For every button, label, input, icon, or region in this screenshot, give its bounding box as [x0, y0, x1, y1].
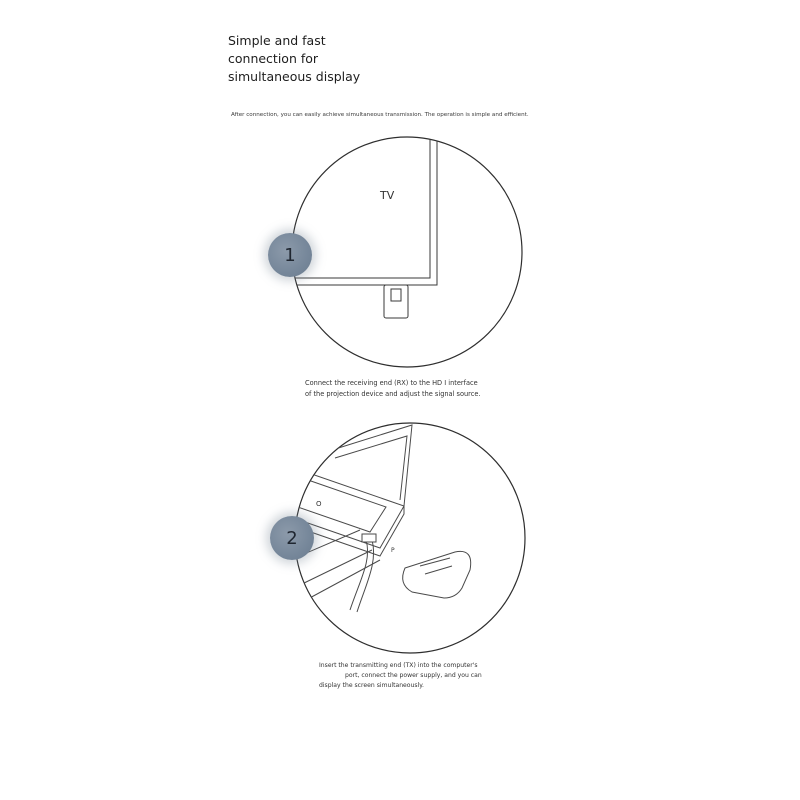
laptop-label-o: O [316, 500, 322, 508]
step-2-caption-line-3: display the screen simultaneously. [319, 682, 424, 689]
step-1-caption [305, 378, 481, 400]
tv-label: TV [380, 189, 395, 202]
subtitle: After connection, you can easily achieve simultaneous transmission. The operation is simple and efficient. [231, 112, 529, 118]
title-line-1: Simple and fast [228, 33, 326, 48]
step-1-caption-line-2: of the projection device and adjust the signal source. [305, 390, 481, 398]
step-2-caption-line-1: Insert the transmitting end (TX) into the computer's [319, 662, 478, 669]
step-1-circle [292, 137, 522, 367]
step-2-caption-line-2: port, connect the power supply, and you can [345, 672, 482, 679]
title-line-3: simultaneous display [228, 69, 361, 84]
step-1-badge: 1 [268, 233, 312, 277]
usb-connector [362, 534, 376, 542]
step-2-badge: 2 [270, 516, 314, 560]
dongle-label-p: P [391, 547, 395, 554]
step-2-caption [319, 661, 482, 691]
step-1-caption-line-1: Connect the receiving end (RX) to the HD I interface [305, 379, 478, 387]
receiver-dongle-detail [391, 289, 401, 301]
title-line-2: connection for [228, 51, 319, 66]
